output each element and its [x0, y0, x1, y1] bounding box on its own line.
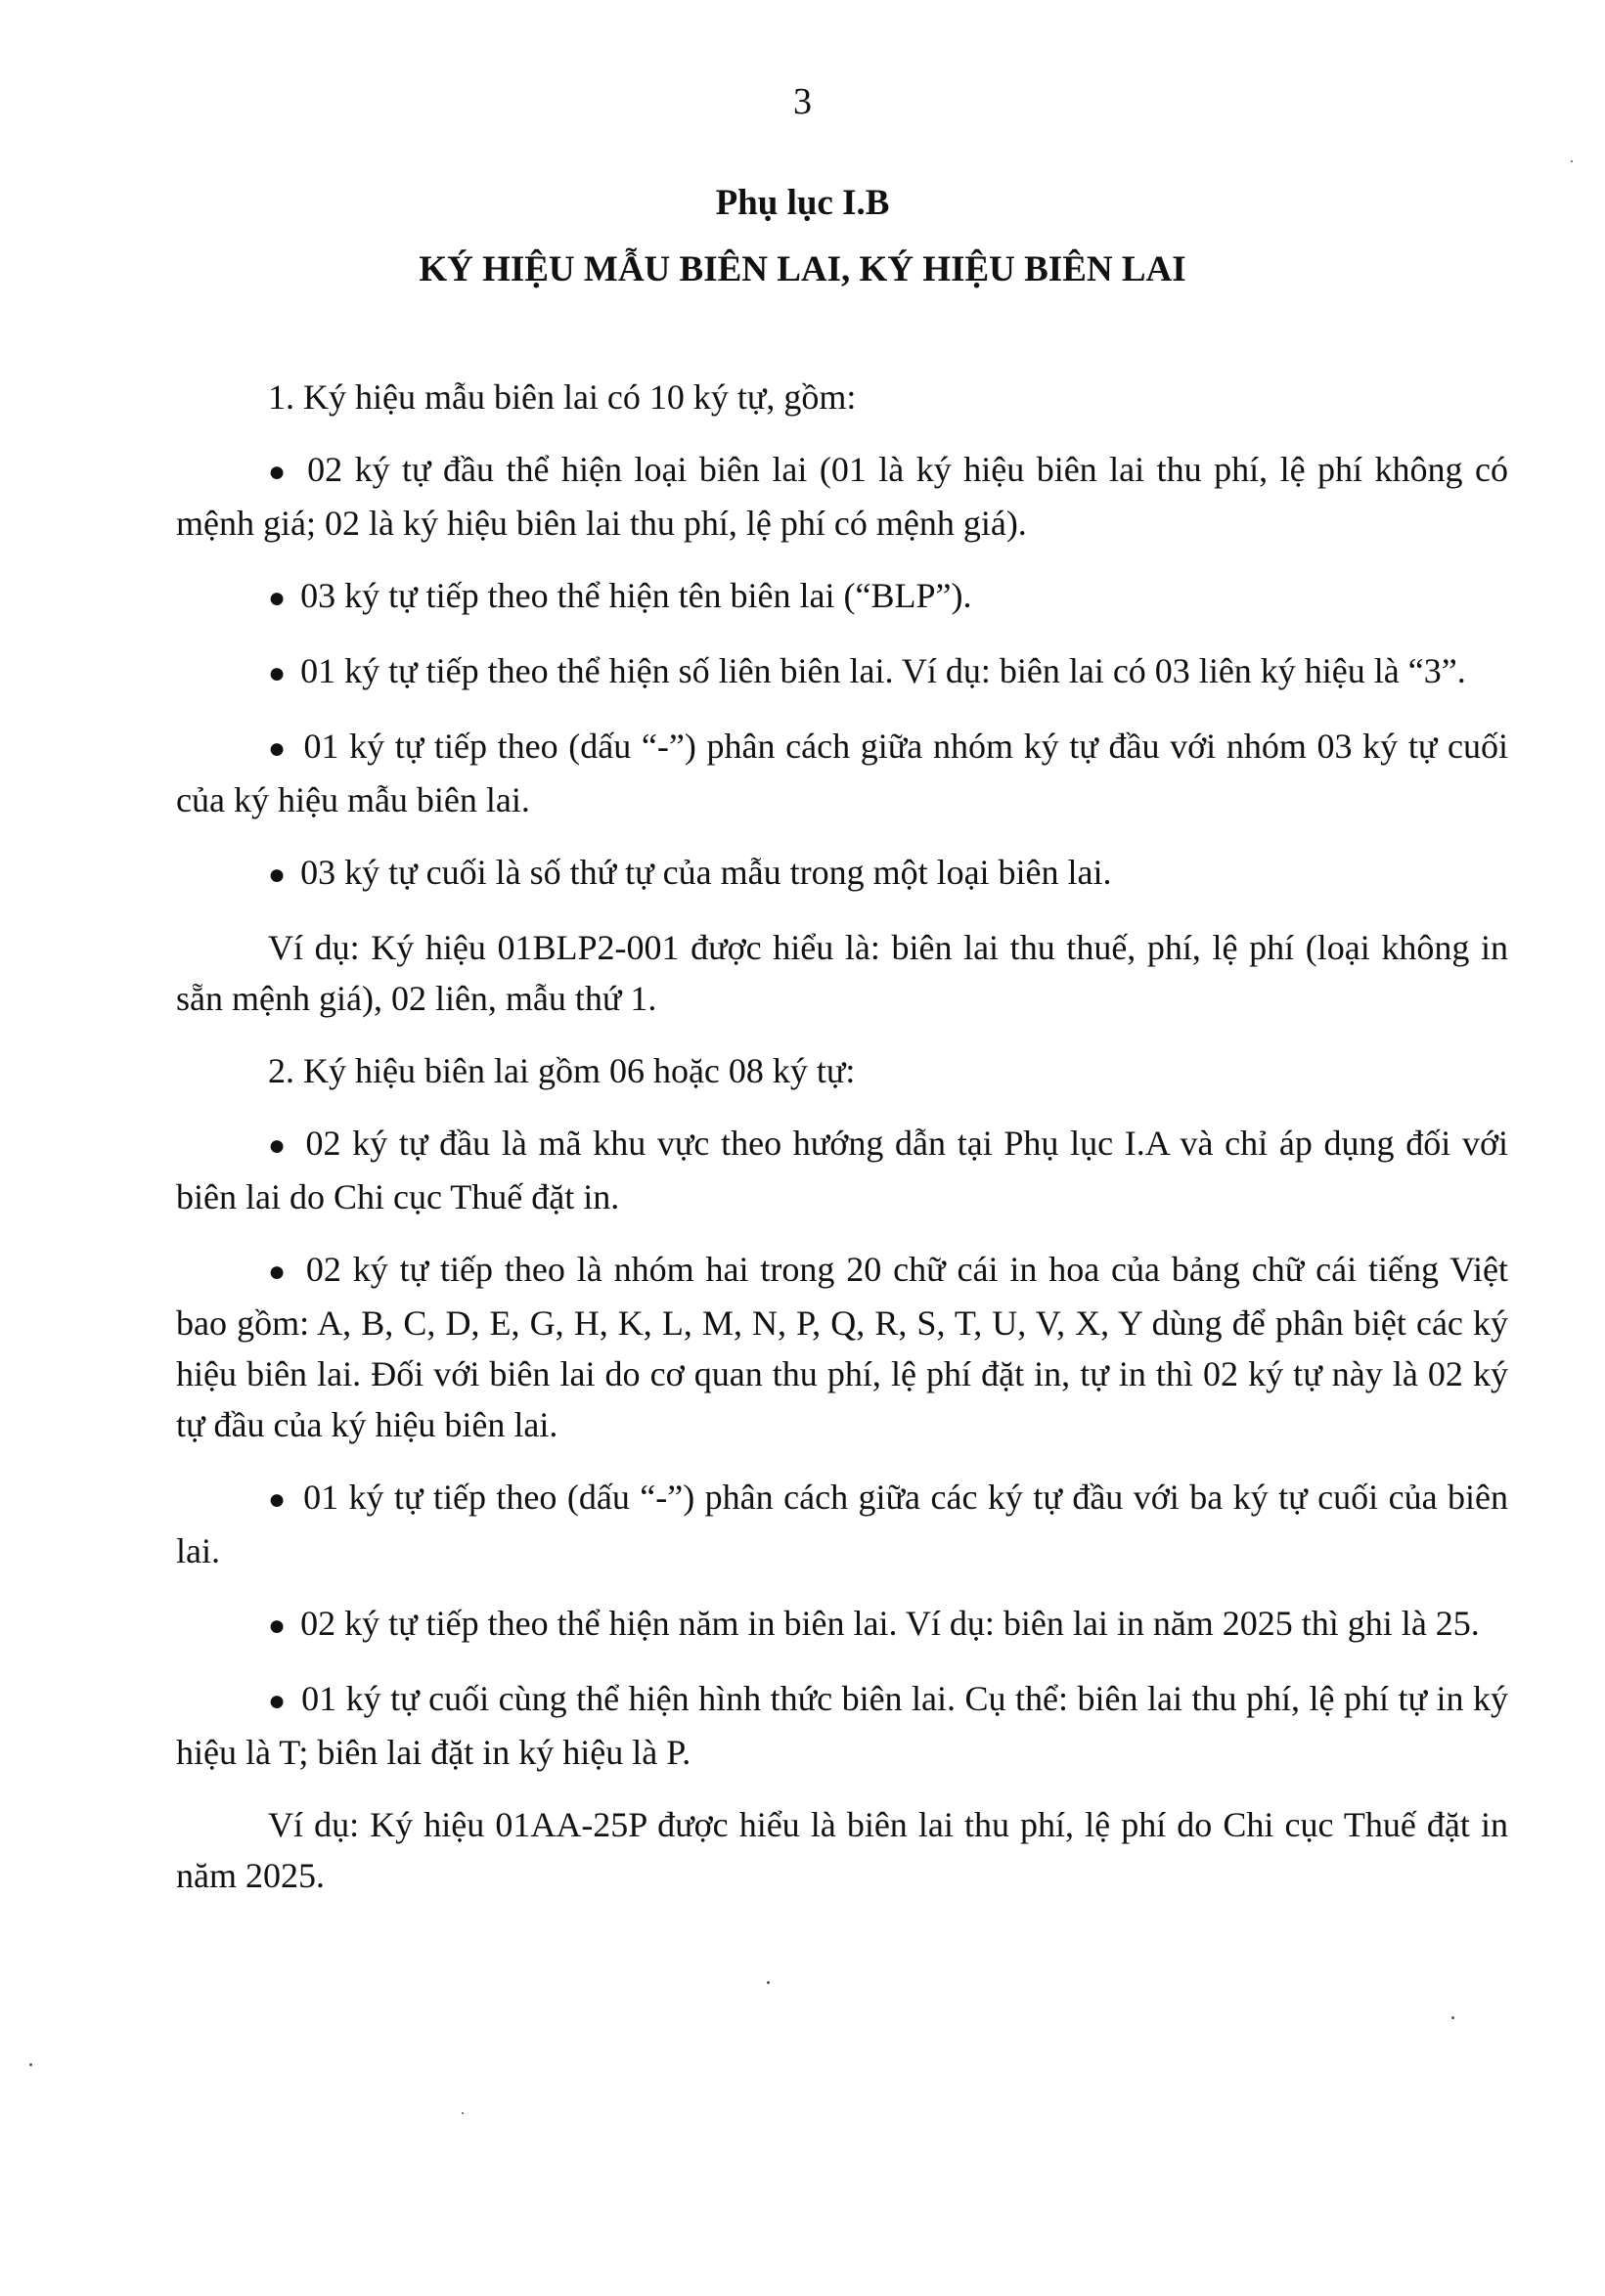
bullet-icon: ● [268, 1483, 288, 1516]
bullet-item [176, 444, 1508, 549]
scan-speck [1451, 2016, 1454, 2019]
bullet-item [176, 1598, 1508, 1652]
bullet-item [176, 1244, 1508, 1450]
bullet-item [176, 1118, 1508, 1222]
bullet-item [176, 1673, 1508, 1778]
bullet-item [176, 1472, 1508, 1576]
page-number: 3 [793, 81, 812, 122]
bullet-icon: ● [268, 582, 287, 614]
document-title: KÝ HIỆU MẪU BIÊN LAI, KÝ HIỆU BIÊN LAI [419, 249, 1186, 289]
bullet-text: 01 ký tự cuối cùng thể hiện hình thức biên lai. Cụ thể: biên lai thu phí, lệ phí tự in ký hiệu là T; biên lai đặt in ký hiệu là P. [176, 1679, 1509, 1772]
bullet-icon: ● [268, 456, 290, 488]
bullet-text: 01 ký tự tiếp theo (dấu “-”) phân cách giữa các ký tự đầu với ba ký tự cuối của biên lai. [176, 1478, 1508, 1570]
bullet-item [176, 645, 1508, 699]
scan-speck [462, 2112, 464, 2114]
bullet-icon: ● [268, 1129, 289, 1162]
scan-speck [767, 1981, 770, 1984]
scan-speck [29, 2063, 32, 2066]
appendix-title: Phụ lục I.B [715, 183, 890, 223]
example-paragraph: Ví dụ: Ký hiệu 01BLP2-001 được hiểu là: biên lai thu thuế, phí, lệ phí (loại không in sẵn mệnh giá), 02 liên, mẫu thứ 1. [176, 928, 1508, 1018]
bullet-icon: ● [268, 1610, 287, 1642]
bullet-icon: ● [268, 657, 287, 689]
scan-speck [1571, 160, 1573, 162]
bullet-text: 02 ký tự đầu thể hiện loại biên lai (01 là ký hiệu biên lai thu phí, lệ phí không có mệnh giá; 02 là ký hiệu biên lai thu phí, lệ phí có mệnh giá). [176, 450, 1508, 543]
bullet-text: 02 ký tự đầu là mã khu vực theo hướng dẫn tại Phụ lục I.A và chỉ áp dụng đối với biên lai do Chi cục Thuế đặt in. [176, 1124, 1508, 1216]
bullet-text: 01 ký tự tiếp theo (dấu “-”) phân cách giữa nhóm ký tự đầu với nhóm 03 ký tự cuối của ký hiệu mẫu biên lai. [176, 727, 1509, 819]
bullet-icon: ● [268, 859, 287, 891]
bullet-text: 03 ký tự tiếp theo thể hiện tên biên lai (“BLP”). [300, 576, 972, 615]
bullet-item [176, 721, 1508, 825]
section-heading: 2. Ký hiệu biên lai gồm 06 hoặc 08 ký tự: [268, 1051, 856, 1090]
bullet-icon: ● [268, 1256, 289, 1288]
document-body [176, 372, 1508, 1922]
bullet-icon: ● [268, 1685, 287, 1717]
bullet-text: 03 ký tự cuối là số thứ tự của mẫu trong một loại biên lai. [300, 853, 1112, 892]
bullet-item [176, 847, 1508, 901]
bullet-text: 02 ký tự tiếp theo thể hiện năm in biên lai. Ví dụ: biên lai in năm 2025 thì ghi là 25. [300, 1604, 1480, 1643]
section-heading: 1. Ký hiệu mẫu biên lai có 10 ký tự, gồm: [268, 377, 857, 417]
example-paragraph: Ví dụ: Ký hiệu 01AA-25P được hiểu là biên lai thu phí, lệ phí do Chi cục Thuế đặt in năm 2025. [176, 1805, 1508, 1895]
bullet-text: 01 ký tự tiếp theo thể hiện số liên biên lai. Ví dụ: biên lai có 03 liên ký hiệu là “3”. [300, 651, 1466, 690]
bullet-text: 02 ký tự tiếp theo là nhóm hai trong 20 chữ cái in hoa của bảng chữ cái tiếng Việt bao gồm: A, B, C, D, E, G, H, K, L, M, N, P, Q, R, S, T, U, V, X, Y dùng để phân biệt các ký hiệu biên lai. Đối với biên lai do cơ quan thu phí, lệ phí đặt in, tự in thì 02 ký tự này là 02 ký tự đầu của ký hiệu biên lai. [176, 1250, 1508, 1444]
bullet-icon: ● [268, 732, 288, 765]
bullet-item [176, 570, 1508, 624]
